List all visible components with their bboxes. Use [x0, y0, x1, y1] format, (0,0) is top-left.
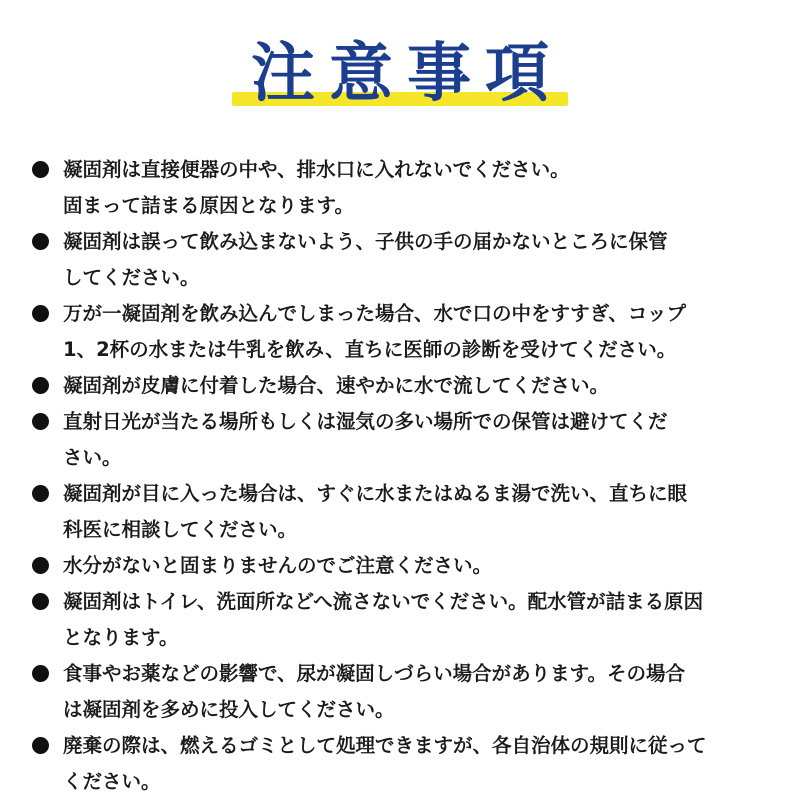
caution-text-line: 水分がないと固まりませんのでご注意ください。 [63, 554, 493, 577]
caution-text-line: 凝固剤が皮膚に付着した場合、速やかに水で流してください。 [63, 374, 610, 397]
caution-item [32, 152, 782, 224]
caution-item [32, 656, 782, 728]
caution-text-line: 万が一凝固剤を飲み込んでしまった場合、水で口の中をすすぎ、コップ [63, 302, 687, 325]
caution-text-line: 凝固剤は誤って飲み込まないよう、子供の手の届かないところに保管 [63, 230, 668, 253]
caution-item [32, 368, 782, 404]
caution-text-line: は凝固剤を多めに投入してください。 [63, 698, 395, 721]
caution-text-line: となります。 [63, 626, 179, 649]
page-title-text: 注意事項 [251, 37, 563, 111]
caution-list [32, 152, 782, 800]
caution-item [32, 548, 782, 584]
page-title [231, 34, 569, 114]
caution-item [32, 404, 782, 476]
caution-text-line: 凝固剤が目に入った場合は、すぐに水またはぬるま湯で洗い、直ちに眼 [63, 482, 688, 505]
caution-text-line: 凝固剤はトイレ、洗面所などへ流さないでください。配水管が詰まる原因 [63, 590, 704, 613]
bullet-icon [32, 377, 49, 394]
bullet-icon [32, 485, 49, 502]
bullet-icon [32, 413, 49, 430]
caution-item [32, 296, 782, 368]
bullet-icon [32, 305, 49, 322]
caution-text-line: してください。 [63, 266, 200, 289]
title-area [0, 34, 800, 114]
caution-text-line: 直射日光が当たる場所もしくは湿気の多い場所での保管は避けてくだ [63, 410, 668, 433]
caution-item [32, 224, 782, 296]
bullet-icon [32, 557, 49, 574]
caution-item [32, 584, 782, 656]
caution-text-line: ください。 [63, 770, 161, 793]
caution-text-line: 食事やお薬などの影響で、尿が凝固しづらい場合があります。その場合 [63, 662, 686, 685]
bullet-icon [32, 161, 49, 178]
bullet-icon [32, 737, 49, 754]
caution-text-line: 固まって詰まる原因となります。 [63, 194, 354, 217]
caution-text-line: 廃棄の際は、燃えるゴミとして処理できますが、各自治体の規則に従って [63, 734, 707, 757]
caution-text-line: 1、2杯の水または牛乳を飲み、直ちに医師の診断を受けてください。 [63, 338, 677, 361]
caution-text-line: 凝固剤は直接便器の中や、排水口に入れないでください。 [63, 158, 570, 181]
bullet-icon [32, 665, 49, 682]
caution-item [32, 728, 782, 800]
caution-text-line: さい。 [63, 446, 122, 469]
bullet-icon [32, 233, 49, 250]
caution-text-line: 科医に相談してください。 [63, 518, 298, 541]
bullet-icon [32, 593, 49, 610]
caution-item [32, 476, 782, 548]
